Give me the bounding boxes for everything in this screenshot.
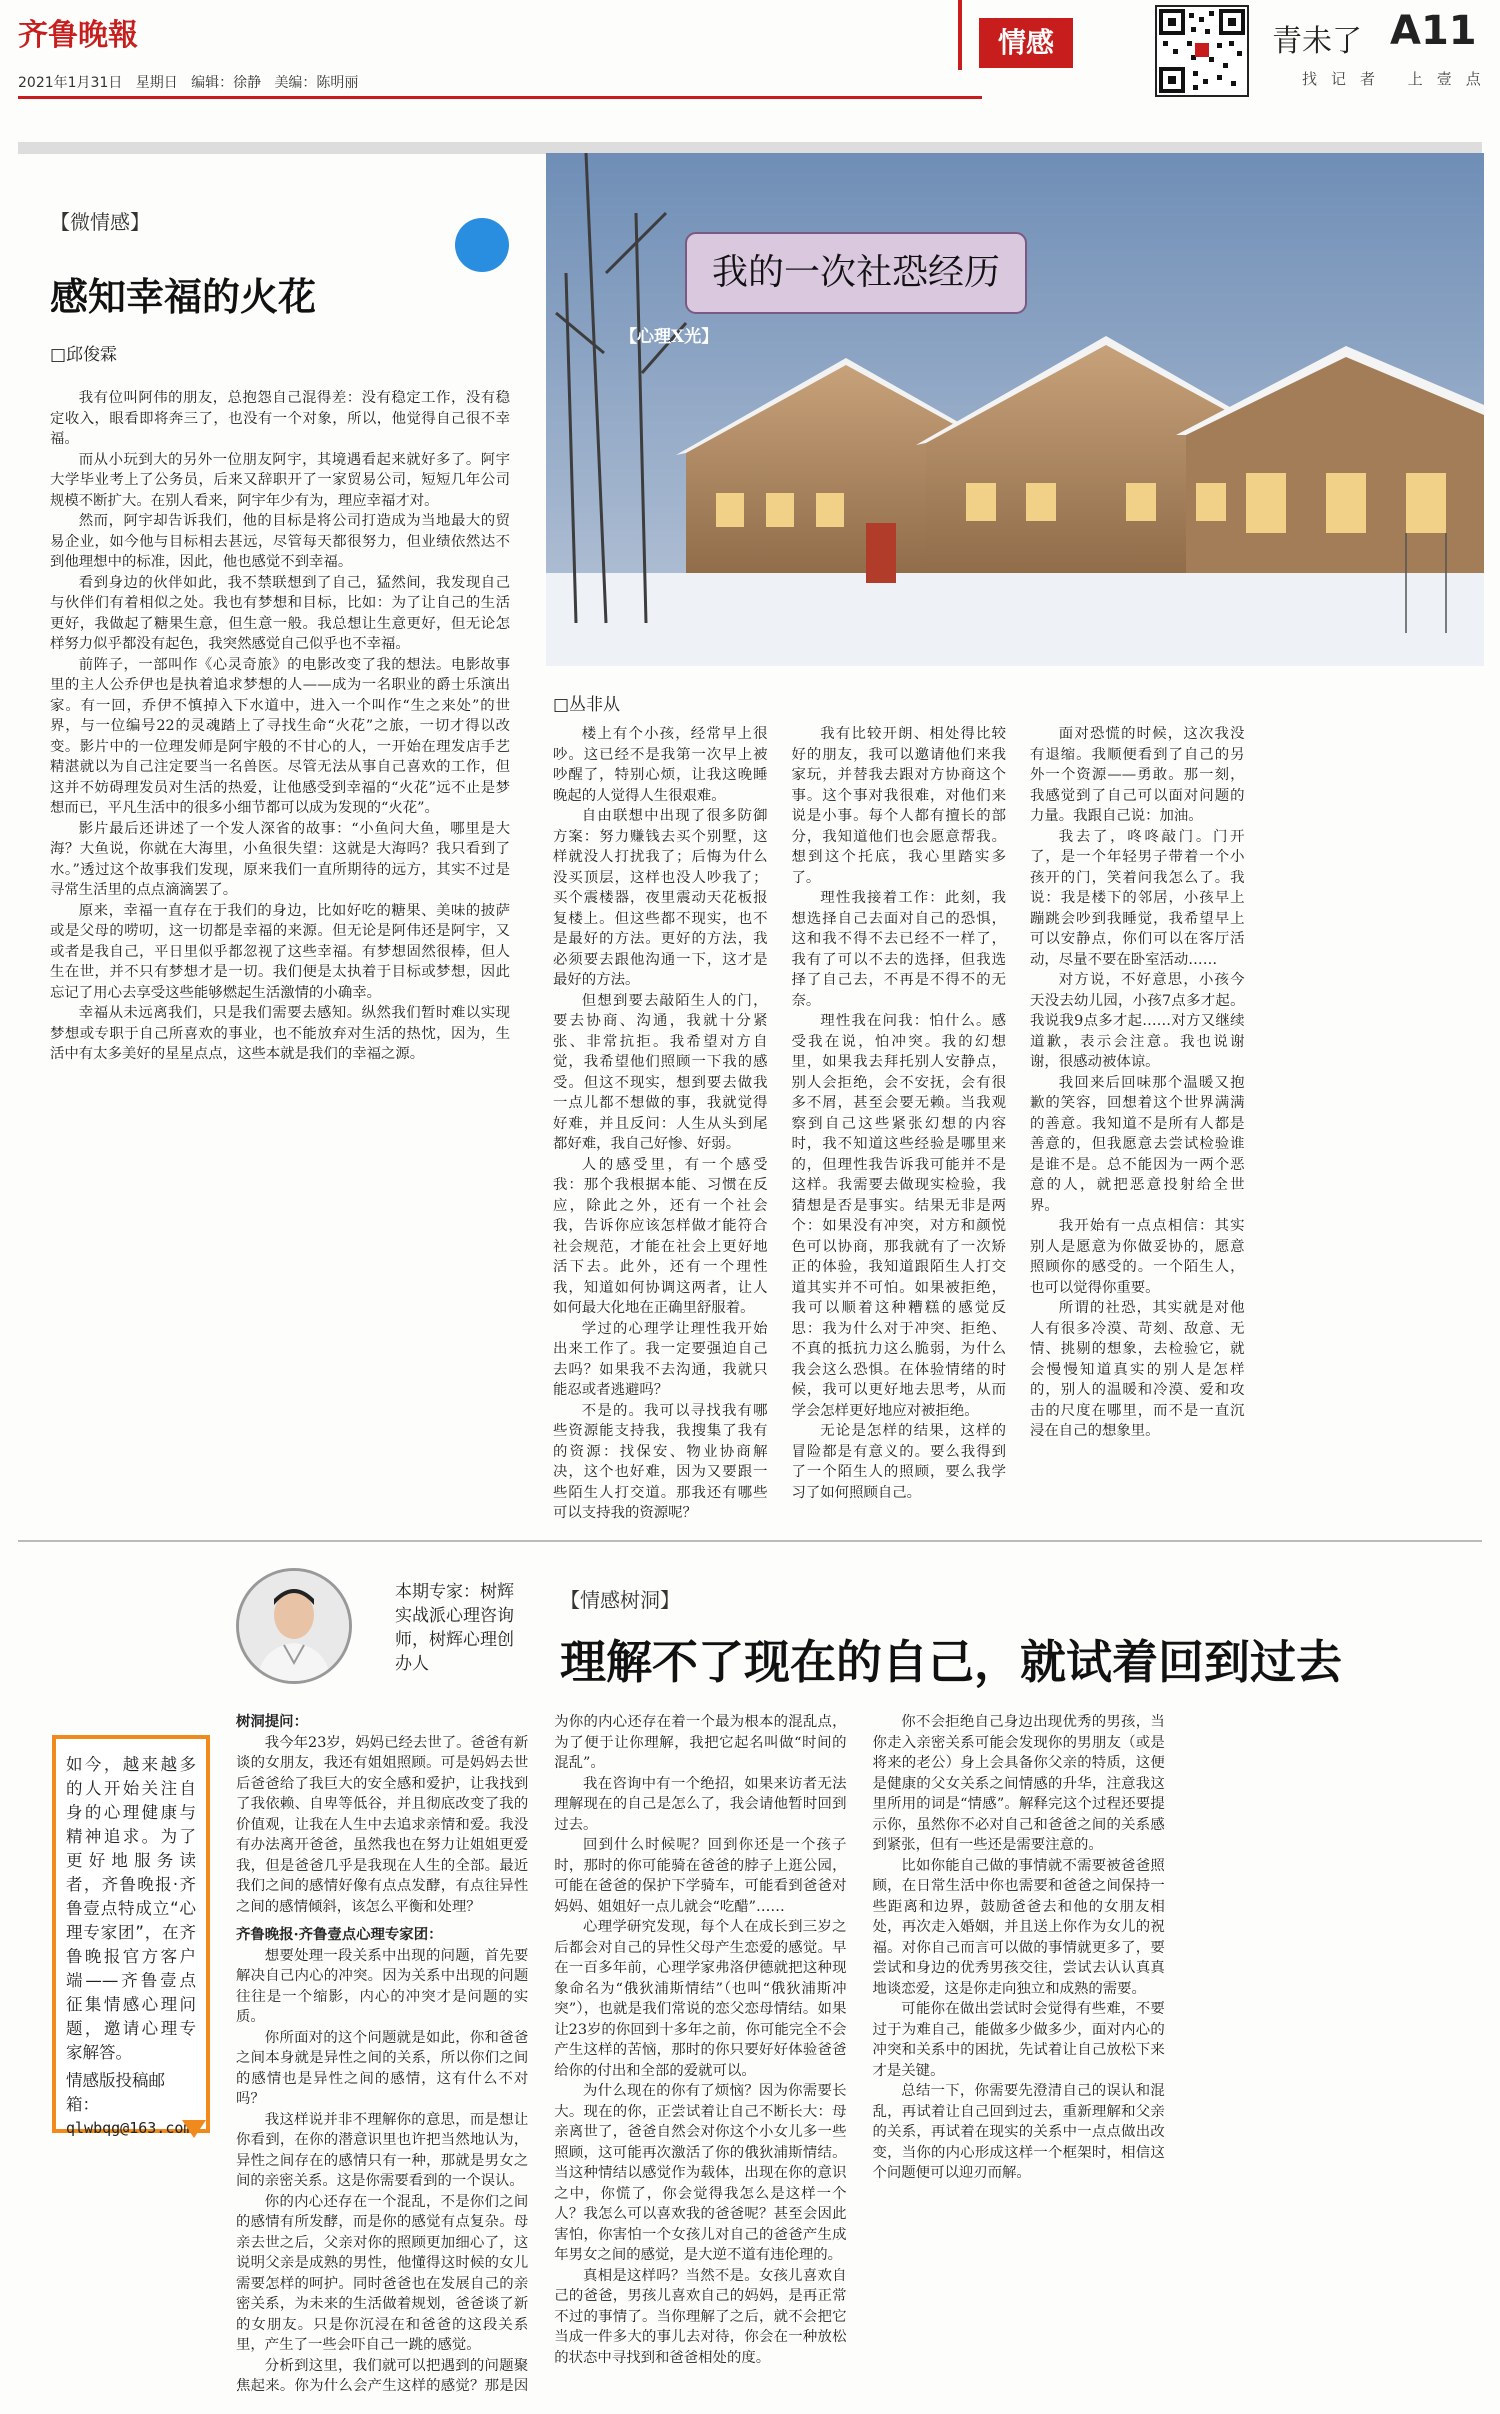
article2-photo	[546, 153, 1484, 666]
article1-paragraph: 而从小玩到大的另外一位朋友阿宇，其境遇看起来就好多了。阿宇大学毕业考上了公务员，后来又辞职开了一家贸易公司，短短几年公司规模不断扩大。在别人看来，阿宇年少有为，理应幸福才对。	[50, 451, 510, 509]
issue-date: 2021年1月31日	[18, 75, 123, 91]
issue-editor: 编辑：徐静	[191, 75, 262, 91]
article2-paragraph: 所谓的社恐，其实就是对他人有很多冷漠、苛刻、敌意、无情、挑剔的想象，去检验它，就会慢慢知道真实的别人是怎样的，别人的温暖和冷漠、爱和攻击的尺度在哪里，而不是一直沉浸在自己的想象里。	[1030, 1300, 1245, 1439]
article1-kicker: 【微情感】	[50, 210, 150, 234]
answer-paragraph: 可能你在做出尝试时会觉得有些难，不要过于为难自己，能做多少做多少，面对内心的冲突和关系中的困扰，先试着让自己放松下来才是关键。	[872, 2001, 1165, 2079]
article2-paragraph: 我有比较开朗、相处得比较好的朋友，我可以邀请他们来我家玩，并替我去跟对方协商这个事。这个事对我很难，对他们来说是小事。每个人都有擅长的部分，我知道他们也会愿意帮我。想到这个托底，我心里踏实多了。	[791, 726, 1006, 886]
answer-paragraph: 为什么现在的你有了烦恼？因为你需要长大。现在的你，正尝试着让自己不断长大：母亲离世了，爸爸自然会对你这个小女儿多一些照顾，这可能再次激活了你的俄狄浦斯情结。当这种情结以感觉作为载体，出现在你的意识之中，你慌了，你会觉得我怎么是这样一个人？我怎么可以喜欢我的爸爸呢？甚至会因此害怕，你害怕一个女孩儿对自己的爸爸产生成年男女之间的感觉，是大逆不道有违伦理的。	[554, 2083, 847, 2263]
article1-paragraph: 幸福从未远离我们，只是我们需要去感知。纵然我们暂时难以实现梦想或专职于自己所喜欢的事业，也不能放弃对生活的热忱，因为，生活中有太多美好的星星点点，这些本就是我们的幸福之源。	[50, 1005, 510, 1062]
article2-paragraph: 但想到要去敲陌生人的门，要去协商、沟通，我就十分紧张、非常抗拒。我希望对方自觉，我希望他们照顾一下我的感受。但这不现实，想到要去做我一点儿都不想做的事，我就觉得好难，并且反问：人生从头到尾都好难，我自己好惨、好弱。	[553, 992, 768, 1152]
qr-code-icon	[1155, 5, 1249, 97]
answer-paragraph: 想要处理一段关系中出现的问题，首先要解决自己内心的冲突。因为关系中出现的问题往往是一个缩影，内心的冲突才是问题的实质。	[236, 1947, 529, 2025]
section-divider-2	[18, 1540, 1482, 1542]
section-tag: 情感	[979, 18, 1073, 68]
article2-paragraph: 我回来后回味那个温暖又抱歉的笑容，回想着这个世界满满的善意。我知道不是所有人都是善意的，但我愿意去尝试检验谁是谁不是。总不能因为一两个恶意的人，就把恶意投射给全世界。	[1030, 1074, 1245, 1214]
page-subtitle: 找记者 上壹点	[1302, 70, 1495, 88]
expert-avatar	[236, 1568, 352, 1684]
article2-paragraph: 面对恐慌的时候，这次我没有退缩。我顺便看到了自己的另外一个资源——勇敢。那一刻，我感觉到了自己可以面对问题的力量。我跟自己说：加油。	[1030, 726, 1245, 824]
answer-paragraph: 我在咨询中有一个绝招，如果来访者无法理解现在的自己是怎么了，我会请他暂时回到过去。	[554, 1775, 847, 1833]
article2-paragraph: 人的感受里，有一个感受我：那个我根据本能、习惯在反应，除此之外，还有一个社会我，告诉你应该怎样做才能符合社会规范，才能在社会上更好地活下去。此外，还有一个理性我，知道如何协调这两者，让人如何最大化地在正确里舒服着。	[553, 1156, 768, 1316]
article1-paragraph: 影片最后还讲述了一个发人深省的故事：“小鱼问大鱼，哪里是大海？大鱼说，你就在大海里，小鱼很失望：这就是大海吗？我只看到了水。”透过这个故事我们发现，原来我们一直所期待的远方，其实不过是寻常生活里的点点滴滴罢了。	[50, 820, 510, 898]
article3-body	[236, 1712, 1483, 2402]
article2-paragraph: 对方说，不好意思，小孩今天没去幼儿园，小孩7点多才起。我说我9点多才起……对方又继续道歉，表示会注意。我也说谢谢，很感动被体谅。	[1030, 972, 1245, 1070]
question-text: 我今年23岁，妈妈已经去世了。爸爸有新谈的女朋友，我还有姐姐照顾。可是妈妈去世后爸爸给了我巨大的安全感和爱护，让我找到了我依赖、自卑等低谷，并且彻底改变了我的价值观，让我在人生中去追求亲情和爱。我没有办法离开爸爸，虽然我也在努力让姐姐更爱我，但是爸爸几乎是我现在人生的全部。最近我们之间的感情好像有点点发酵，有点往异性之间的感情倾斜，该怎么平衡和处理？	[236, 1734, 529, 1915]
header-rule	[18, 96, 982, 99]
answer-label: 齐鲁晚报·齐鲁壹点心理专家团：	[236, 1926, 443, 1943]
article3-title: 理解不了现在的自己，就试着回到过去	[560, 1635, 1342, 1689]
article2-kicker: 【心理X光】	[620, 327, 719, 347]
article1-paragraph: 我有位叫阿伟的朋友，总抱怨自己混得差：没有稳定工作，没有稳定收入，眼看即将奔三了，也没有一个对象，所以，他觉得自己很不幸福。	[50, 390, 510, 447]
answer-paragraph: 回到什么时候呢？回到你还是一个孩子时，那时的你可能骑在爸爸的脖子上逛公园，可能在爸爸的保护下学骑车，可能看到爸爸对妈妈、姐姐好一点儿就会“吃醋”……	[554, 1837, 847, 1915]
notice-text: 如今，越来越多的人开始关注自身的心理健康与精神追求。为了更好地服务读者，齐鲁晚报·齐鲁壹点特成立“心理专家团”，在齐鲁晚报官方客户端——齐鲁壹点征集情感心理问题，邀请心理专家解答。	[66, 1755, 196, 2062]
issue-weekday: 星期日	[135, 75, 178, 91]
article2-paragraph: 我开始有一点点相信：其实别人是愿意为你做妥协的，愿意照顾你的感受的。一个陌生人，也可以觉得你重要。	[1030, 1218, 1245, 1296]
article1-author: □邱俊霖	[50, 345, 118, 365]
article2-paragraph: 楼上有个小孩，经常早上很吵。这已经不是我第一次早上被吵醒了，特别心烦，让我这晚睡晚起的人觉得人生很艰难。	[553, 726, 768, 804]
answer-paragraph: 心理学研究发现，每个人在成长到三岁之后都会对自己的异性父母产生恋爱的感觉。早在一百多年前，心理学家弗洛伊德就把这种现象命名为“俄狄浦斯情结”（也叫“俄狄浦斯冲突”），也就是我们常说的恋父恋母情结。如果让23岁的你回到十多年之前，你可能完全不会产生这样的苦恼，那时的你只要好好体验爸爸给你的付出和全部的爱就可以。	[554, 1919, 847, 2079]
article1-paragraph: 前阵子，一部叫作《心灵奇旅》的电影改变了我的想法。电影故事里的主人公乔伊也是执着追求梦想的人——成为一名职业的爵士乐演出家。有一回，乔伊不慎掉入下水道中，进入一个叫作“生之来处”的世界，与一位编号22的灵魂踏上了寻找生命“火花”之旅，一切才得以改变。影片中的一位理发师是阿宇般的不甘心的人，一开始在理发店手艺精湛就以为自己注定要当一名兽医。尽管无法从事自己喜欢的工作，但这并不妨碍理发员对生活的热爱，让他感受到幸福的“火花”远不止是梦想而已，平凡生活中的很多小细节都可以成为发现的“火花”。	[50, 656, 510, 816]
header-accent-bar	[958, 0, 962, 70]
article2-paragraph: 理性我在问我：怕什么。感受我在说，怕冲突。我的幻想里，如果我去拜托别人安静点，别人会拒绝，会不安抚，会有很多不屑，甚至会要无赖。当我观察到自己这些紧张幻想的内容时，我不知道这些经验是哪里来的，但理性我告诉我可能并不是这样。我需要去做现实检验，我猜想是否是事实。结果无非是两个：如果没有冲突，对方和颜悦色可以协商，那我就有了一次矫正的体验，我知道跟陌生人打交道其实并不可怕。如果被拒绝，我可以顺着这种糟糕的感觉反思：我为什么对于冲突、拒绝、不真的抵抗力这么脆弱，为什么我会这么恐惧。在体验情绪的时候，我可以更好地去思考，从而学会怎样更好地应对被拒绝。	[791, 1013, 1006, 1419]
issue-meta	[18, 72, 358, 92]
notice-pointer	[182, 2120, 206, 2138]
issue-designer: 美编：陈明丽	[274, 75, 359, 91]
answer-paragraph: 我这样说并非不理解你的意思，而是想让你看到，在你的潜意识里也许把当然地认为，异性之间存在的感情只有一种，那就是男女之间的亲密关系。这是你需要看到的一个误认。	[236, 2111, 529, 2189]
article2-paragraph: 学过的心理学让理性我开始出来工作了。我一定要强迫自己去吗？如果我不去沟通，我就只能忍或者逃避吗？	[553, 1320, 768, 1398]
question-label: 树洞提问：	[236, 1713, 308, 1730]
notice-email-label: 情感版投稿邮箱：	[66, 2071, 165, 2114]
newspaper-logo: 齐鲁晚報	[18, 18, 138, 53]
notice-box	[52, 1735, 210, 2137]
article2-paragraph: 理性我接着工作：此刻，我想选择自己去面对自己的恐惧，这和我不得不去已经不一样了，我有了可以不去的选择，但我选择了自己去，不再是不得不的无奈。	[791, 890, 1006, 1009]
article1-paragraph: 然而，阿宇却告诉我们，他的目标是将公司打造成为当地最大的贸易企业，如今他与目标相去甚远，尽管每天都很努力，但业绩依然达不到他理想中的标准，因此，他也感觉不到幸福。	[50, 513, 510, 570]
answer-paragraph: 你所面对的这个问题就是如此，你和爸爸之间本身就是异性之间的关系，所以你们之间的感情也是异性之间的感情，这有什么不对吗？	[236, 2029, 529, 2107]
article1-title: 感知幸福的火花	[50, 274, 317, 319]
page-title: 青未了	[1272, 24, 1362, 59]
expert-bio: 本期专家：树辉实战派心理咨询师，树辉心理创办人	[395, 1582, 514, 1674]
article3-kicker: 【情感树洞】	[560, 1588, 680, 1612]
article2-paragraph: 我去了，咚咚敲门。门开了，是一个年轻男子带着一个小孩开的门，笑着问我怎么了。我说：我是楼下的邻居，小孩早上蹦跳会吵到我睡觉，我希望早上可以安静点，你们可以在客厅活动，尽量不要在卧室活动……	[1030, 828, 1245, 968]
page-number: A11	[1390, 8, 1477, 54]
answer-paragraph: 分析到这里，我们就可以把遇到的问题聚焦起来。你为什么会产生这样的感觉？那是因为你的内心还存在着一个最为根本的混乱点，为了便于让你理解，我把它起名叫做“时间的混乱”。	[236, 1714, 847, 2394]
answer-paragraph: 比如你能自己做的事情就不需要被爸爸照顾，在日常生活中你也需要和爸爸之间保持一些距离和边界，鼓励爸爸去和他的女朋友相处，再次走入婚姻，并且送上你作为女儿的祝福。对你自己而言可以做的事情就更多了，要尝试和身边的优秀男孩交往，尝试去认认真真地谈恋爱，这是你走向独立和成熟的需要。	[872, 1857, 1165, 1997]
article2-title: 我的一次社恐经历	[711, 252, 1000, 293]
answer-paragraph: 总结一下，你需要先澄清自己的误认和混乱，再试着让自己回到过去，重新理解和父亲的关系，再试着在现实的关系中一点点做出改变，当你的内心形成这样一个框架时，相信这个问题便可以迎刃而解。	[872, 2083, 1165, 2181]
article1-body	[50, 388, 510, 1065]
notice-email: qlwbqg@163.com	[66, 2119, 193, 2137]
article2-paragraph: 不是的。我可以寻找我有哪些资源能支持我，我搜集了我有的资源：找保安、物业协商解决，这个也好难，因为又要跟一些陌生人打交道。那我还有哪些可以支持我的资源呢？	[553, 1402, 768, 1521]
article1-paragraph: 看到身边的伙伴如此，我不禁联想到了自己，猛然间，我发现自己与伙伴们有着相似之处。我也有梦想和目标，比如：为了让自己的生活更好，我做起了糖果生意，但生意一般。我总想让生意更好，但无论怎样努力似乎都没有起色，我突然感觉自己似乎也不幸福。	[50, 574, 510, 652]
article2-author: □丛非从	[553, 695, 621, 715]
blue-dot-decoration	[455, 218, 509, 272]
article2-paragraph: 自由联想中出现了很多防御方案：努力赚钱去买个别墅，这样就没人打扰我了；后悔为什么没买顶层，这样也没人吵我了；买个震楼器，夜里震动天花板报复楼上。但这些都不现实，也不是最好的方法。更好的方法，我必须要去跟他沟通一下，这才是最好的方法。	[553, 808, 768, 988]
answer-paragraph: 你的内心还存在一个混乱，不是你们之间的感情有所发酵，而是你的感觉有点复杂。母亲去世之后，父亲对你的照顾更加细心了，这说明父亲是成熟的男性，他懂得这时候的女儿需要怎样的呵护。同时爸爸也在发展自己的亲密关系，为未来的生活做着规划，爸爸谈了新的女朋友。只是你沉浸在和爸爸的这段关系里，产生了一些会吓自己一跳的感觉。	[236, 2193, 529, 2353]
answer-paragraph: 真相是这样吗？当然不是。女孩儿喜欢自己的爸爸，男孩儿喜欢自己的妈妈，是再正常不过的事情了。当你理解了之后，就不会把它当成一件多大的事儿去对待，你会在一种放松的状态中寻找到和爸爸相处的度。	[554, 2267, 847, 2366]
article2-paragraph: 无论是怎样的结果，这样的冒险都是有意义的。要么我得到了一个陌生人的照顾，要么我学习了如何照顾自己。	[791, 1423, 1006, 1501]
article2-body	[553, 724, 1483, 1524]
article1-paragraph: 原来，幸福一直存在于我们的身边，比如好吃的糖果、美味的披萨或是父母的唠叨，这一切都是幸福的来源。但无论是阿伟还是阿宇，又或者是我自己，平日里似乎都忽视了这些幸福。有梦想固然很棒，但人生在世，并不只有梦想才是一切。我们便是太执着于目标或梦想，因此忘记了用心去享受这些能够燃起生活激情的小确幸。	[50, 902, 510, 1001]
answer-paragraph: 你不会拒绝自己身边出现优秀的男孩，当你走入亲密关系可能会发现你的男朋友（或是将来的老公）身上会具备你父亲的特质，这便是健康的父女关系之间情感的升华，注意我这里所用的词是“情感”。解释完这个过程还要提示你，虽然你不必对自己和爸爸之间的关系感到紧张，但有一些还是需要注意的。	[872, 1714, 1165, 1853]
